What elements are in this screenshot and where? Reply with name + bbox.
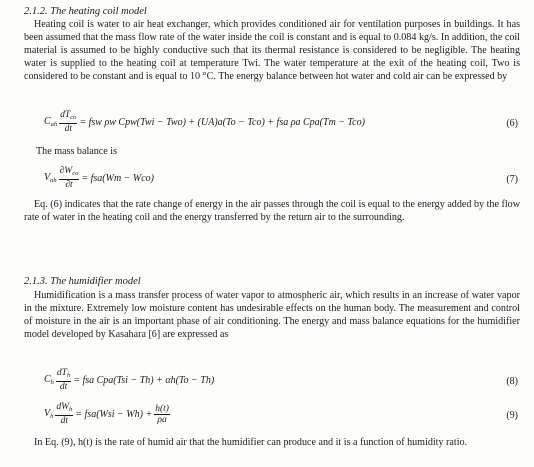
eq6-derivative: $\frac{dT_{co}}{dt}$ (60, 110, 77, 134)
eq7-coefficient: $V_{ah}$ (44, 172, 57, 184)
equation-6 (44, 110, 365, 134)
section-heading-humidifier: 2.1.3. The humidifier model (24, 276, 141, 287)
eq7-rhs: = fsa(Wm − Wco) (81, 172, 155, 184)
heating-coil-conclusion: Eq. (6) indicates that the rate change of energy in the air passes through the coil is equal to the energy added by the flow rate of water in the heating coil and the energy transferred by the return air to the surrounding. (24, 199, 520, 223)
equation-9 (44, 402, 172, 426)
eq8-coefficient: $C_h$ (44, 374, 54, 386)
eq9-coefficient: $V_h$ (44, 408, 54, 420)
section-heading-heating-coil: 2.1.2. The heating coil model (24, 6, 147, 17)
eq9-rhs: = fsa(Wsi − Wh) + (75, 408, 153, 420)
eq8-rhs: = fsa Cpa(Tsi − Th) + αh(To − Th) (73, 374, 215, 386)
equation-7-number: (7) (506, 174, 518, 185)
eq7-derivative: $\frac{\partial W_{co}}{\partial t}$ (59, 166, 79, 190)
humidifier-conclusion: In Eq. (9), h(t) is the rate of humid air that the humidifier can produce and it is a function of humidity ratio. (34, 437, 468, 448)
equation-6-number: (6) (506, 118, 518, 129)
equation-8-number: (8) (506, 376, 518, 387)
equation-7 (44, 166, 154, 190)
eq6-coefficient: $C_{ah}$ (44, 116, 58, 128)
equation-9-number: (9) (506, 410, 518, 421)
equation-8 (44, 368, 214, 392)
eq9-source-fraction: $\frac{h(t)}{\rho a}$ (155, 403, 169, 425)
eq6-rhs: = fsw ρw Cpw(Twi − Two) + (UA)a(To − Tco) + fsa ρa Cpa(Tm − Tco) (79, 116, 365, 128)
eq9-derivative: $\frac{dW_h}{dt}$ (56, 402, 73, 426)
heating-coil-paragraph: Heating coil is water to air heat exchanger, which provides conditioned air for ventilation purposes in buildings. It has been assumed that the mass flow rate of the water inside the coil is constant and is equal to 0.084 kg/s. In addition, the coil material is assumed to be highly conductive such that its thermal resistance is considered to be negligible. The heating water is supplied to the heating coil at temperature Twi. The water temperature at the exit of the heating coil, Two is considered to be constant and is equal to 10 °C. The energy balance between hot water and cold air can be expressed by (24, 19, 520, 82)
eq8-derivative: $\frac{dT_h}{dt}$ (56, 368, 71, 392)
humidifier-paragraph: Humidification is a mass transfer process of water vapor to atmospheric air, which results in an increase of water vapor in the mixture. Extremely low moisture content has undesirable effects on the human body. The measurement and control of moisture in the air is an important phase of air conditioning. The energy and mass balance equations for the humidifier model developed by Kasahara [6] are expressed as (24, 290, 520, 340)
mass-balance-lead: The mass balance is (36, 146, 118, 157)
